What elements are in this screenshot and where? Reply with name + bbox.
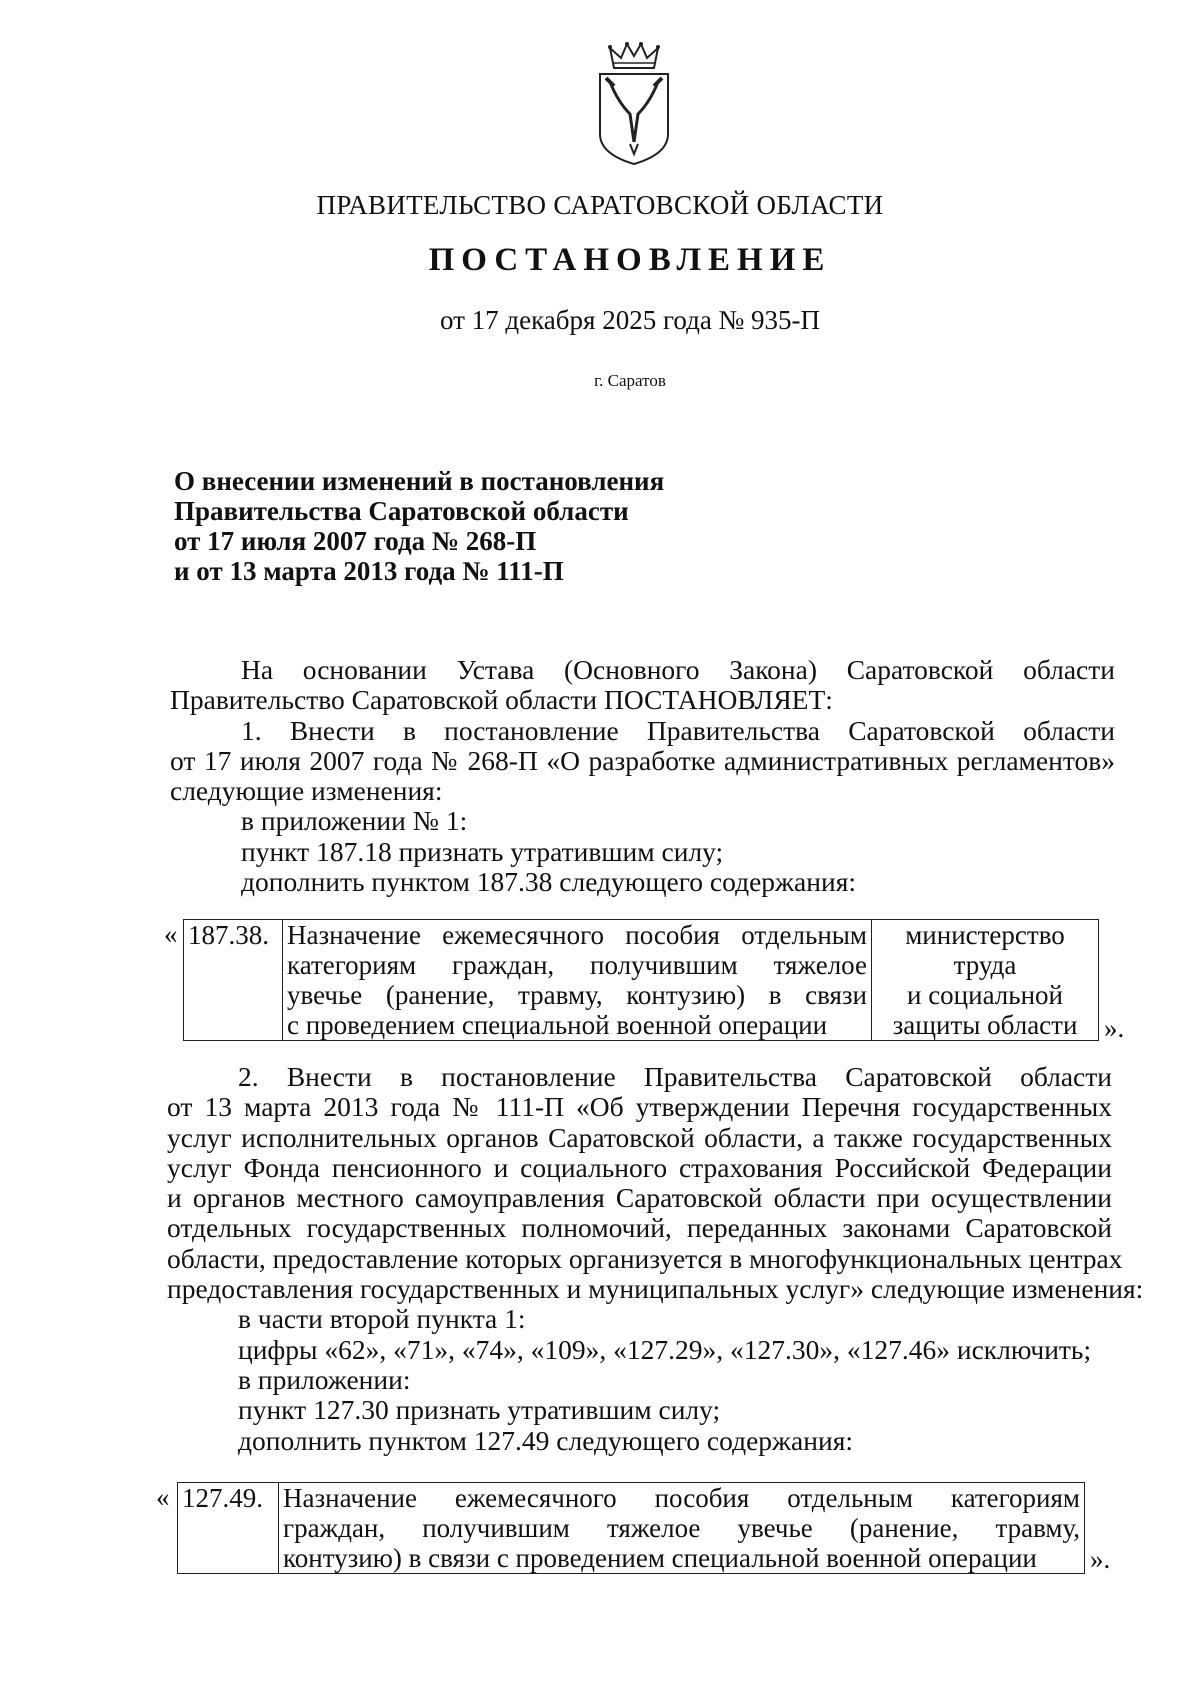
document-title xyxy=(174,466,664,586)
table1-text-line: категориям граждан, получившим тяжелое xyxy=(287,950,867,980)
item2-line: от 13 марта 2013 года № 111-П «Об утверждении Перечня государственных xyxy=(167,1091,1112,1123)
preamble-line: На основании Устава (Основного Закона) Саратовской области xyxy=(241,654,1115,685)
item1-line: пункт 187.18 признать утратившим силу; xyxy=(241,835,724,867)
item2 xyxy=(167,1061,1144,1456)
table1-authority-line: министерство xyxy=(905,920,1065,950)
preamble xyxy=(170,655,1115,897)
item2-line: в части второй пункта 1: xyxy=(238,1303,526,1335)
document-type: ПОСТАНОВЛЕНИЕ xyxy=(428,242,832,278)
table1-number: 187.38. xyxy=(184,920,283,1041)
table2 xyxy=(177,1482,1085,1574)
table1-authority-line: труда xyxy=(953,950,1017,980)
item1-line: 1. Внести в постановление Правительства Саратовской области xyxy=(241,714,1115,746)
table2-close-quote: ». xyxy=(1090,1544,1111,1574)
table1-text-line: Назначение ежемесячного пособия отдельным xyxy=(287,920,867,950)
title-line: Правительства Саратовской области xyxy=(174,496,629,526)
title-line: и от 13 марта 2013 года № 111-П xyxy=(174,556,564,586)
item1-line: дополнить пунктом 187.38 следующего содержания: xyxy=(241,866,856,898)
table1-authority xyxy=(872,920,1099,1041)
item1-line: от 17 июля 2007 года № 268-П «О разработке административных регламентов» xyxy=(170,744,1115,776)
table1-text-line: с проведением специальной военной операции xyxy=(287,1010,828,1040)
table1-authority-line: и социальной xyxy=(907,980,1063,1010)
item2-line: пункт 127.30 признать утратившим силу; xyxy=(238,1394,721,1426)
item2-line: в приложении: xyxy=(238,1363,411,1395)
item2-line: дополнить пунктом 127.49 следующего содержания: xyxy=(238,1424,853,1456)
document-date-number: от 17 декабря 2025 года № 935-П xyxy=(439,305,821,335)
table2-text-line: контузию) в связи с проведением специальной военной операции xyxy=(283,1543,1037,1573)
title-line: от 17 июля 2007 года № 268-П xyxy=(174,526,537,556)
table1-text-line: увечье (ранение, травму, контузию) в связи xyxy=(287,980,867,1010)
table2-number: 127.49. xyxy=(178,1483,279,1574)
item2-line: услуг исполнительных органов Саратовской области, а также государственных xyxy=(167,1121,1112,1153)
table1-authority-line: защиты области xyxy=(892,1010,1078,1040)
table1-text xyxy=(283,920,872,1041)
item2-line: отдельных государственных полномочий, переданных законами Саратовской xyxy=(167,1212,1112,1244)
table2-text xyxy=(279,1483,1085,1574)
document-city: г. Саратов xyxy=(594,371,666,390)
table1-open-quote: « xyxy=(164,919,178,949)
item1-line: следующие изменения: xyxy=(170,775,443,807)
item2-line: цифры «62», «71», «74», «109», «127.29», «127.30», «127.46» исключить; xyxy=(238,1333,1092,1365)
item2-line: услуг Фонда пенсионного и социального страхования Российской Федерации xyxy=(167,1151,1112,1183)
item2-line: 2. Внести в постановление Правительства Саратовской области xyxy=(238,1061,1112,1092)
table2-text-line: Назначение ежемесячного пособия отдельным категориям xyxy=(283,1483,1080,1513)
coat-of-arms-icon xyxy=(596,42,672,167)
preamble-line: Правительство Саратовской области ПОСТАНОВЛЯЕТ: xyxy=(170,684,833,716)
table1 xyxy=(183,919,1099,1041)
organization-name: ПРАВИТЕЛЬСТВО САРАТОВСКОЙ ОБЛАСТИ xyxy=(316,190,884,220)
item1-line: в приложении № 1: xyxy=(241,805,468,837)
item2-line: предоставления государственных и муниципальных услуг» следующие изменения: xyxy=(167,1273,1144,1305)
item2-line: и органов местного самоуправления Саратовской области при осуществлении xyxy=(167,1182,1112,1214)
title-line: О внесении изменений в постановления xyxy=(174,466,665,496)
item2-line: области, предоставление которых организуется в многофункциональных центрах xyxy=(167,1242,1123,1274)
table2-text-line: граждан, получившим тяжелое увечье (ранение, травму, xyxy=(283,1513,1080,1543)
table1-close-quote: ». xyxy=(1104,1013,1125,1043)
table2-open-quote: « xyxy=(156,1482,170,1512)
